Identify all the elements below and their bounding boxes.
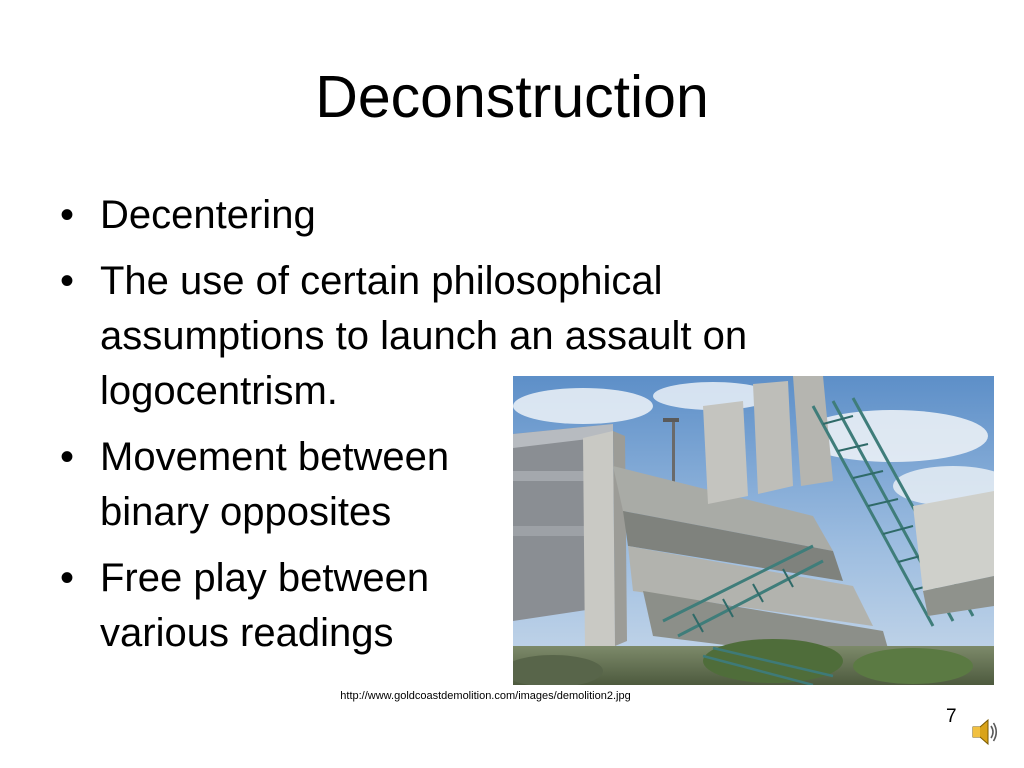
bullet-item [58,551,490,661]
slide-title: Deconstruction [315,64,709,130]
demolition-photo [513,376,994,685]
speaker-icon[interactable] [970,716,1000,748]
image-caption: http://www.goldcoastdemolition.com/images/demolition2.jpg [340,690,631,702]
bullet-item [58,188,878,243]
slide-number: 7 [946,706,957,727]
bullet-item [58,430,500,540]
bullet-marker: • [60,259,75,303]
bullet-marker: • [60,556,75,600]
bullet-text: Free play between various readings [100,556,430,655]
bullet-text: The use of certain philosophical assumptions to launch an assault on logocentrism. [100,259,748,413]
bullet-marker: • [60,435,75,479]
bullet-text: Decentering [100,193,316,237]
bullet-text: Movement between binary opposites [100,435,450,534]
bullet-marker: • [60,193,75,237]
